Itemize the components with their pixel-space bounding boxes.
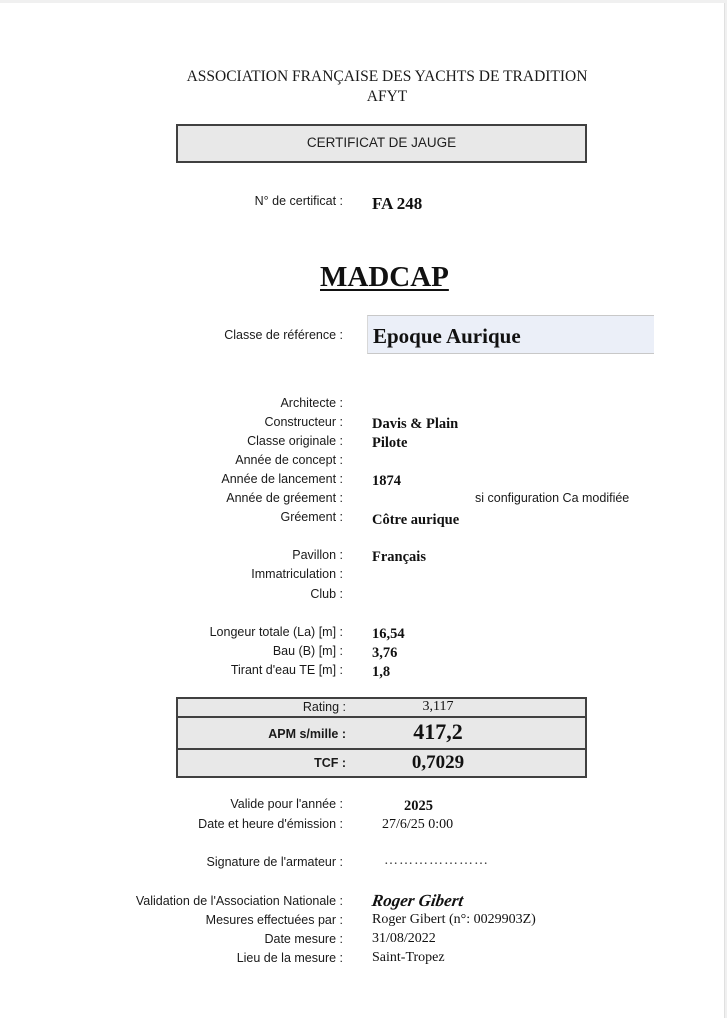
tcf-row [178,748,585,776]
length-value: 16,54 [372,626,405,642]
tcf-value: 0,7029 [411,752,465,773]
rating-table [176,697,587,778]
document-title: CERTIFICAT DE JAUGE [306,135,457,150]
rig-year-note: si configuration Ca modifiée [475,491,630,505]
draft-label: Tirant d'eau TE [m] : [230,663,343,677]
reference-class-box [367,315,654,354]
original-class-value: Pilote [372,435,408,451]
validation-label: Validation de l'Association Nationale : [135,894,343,908]
apm-row [178,716,585,748]
measured-by-label: Mesures effectuées par : [205,913,343,927]
rig-value: Côtre aurique [372,512,460,528]
issue-date-value: 27/6/25 0:00 [382,817,454,832]
rig-label: Gréement : [280,510,343,524]
valid-year-value: 2025 [404,798,433,814]
length-label: Longeur totale (La) [m] : [209,625,343,639]
apm-value: 417,2 [413,719,463,744]
validation-signature: Roger Gibert [370,891,465,910]
valid-year-label: Valide pour l'année : [230,797,343,811]
certificate-number: FA 248 [372,194,423,213]
certificate-number-label: N° de certificat : [254,194,343,208]
builder-value: Davis & Plain [372,416,459,432]
original-class-label: Classe originale : [247,434,343,448]
registration-number-label: Immatriculation : [251,567,343,581]
reference-class-value: Epoque Aurique [373,324,521,348]
reference-class-label: Classe de référence : [224,328,343,342]
flag-label: Pavillon : [292,548,343,562]
measure-date-label: Date mesure : [264,932,343,946]
draft-value: 1,8 [372,664,391,680]
launch-year-label: Année de lancement : [221,472,343,486]
club-label: Club : [310,587,343,601]
measure-place-value: Saint-Tropez [372,950,445,965]
beam-label: Bau (B) [m] : [272,644,343,658]
boat-name: MADCAP [320,261,449,293]
apm-label: APM s/mille : [268,727,346,741]
launch-year-value: 1874 [372,473,401,489]
tcf-label: TCF : [314,756,346,770]
builder-label: Constructeur : [264,415,343,429]
beam-value: 3,76 [372,645,398,661]
owner-signature-line: ………………… [384,853,489,868]
measure-date-value: 31/08/2022 [372,931,436,946]
flag-value: Français [372,549,426,565]
organization-name: ASSOCIATION FRANÇAISE DES YACHTS DE TRADITION [186,68,588,85]
rating-label: Rating : [302,700,346,714]
issue-date-label: Date et heure d'émission : [198,817,343,831]
architect-label: Architecte : [280,396,343,410]
owner-signature-label: Signature de l'armateur : [206,855,343,869]
rating-value: 3,117 [422,699,454,714]
organization-acronym: AFYT [366,88,408,105]
rating-row [178,699,585,716]
document-title-box [176,124,587,163]
certificate-page [0,3,725,1018]
design-year-label: Année de concept : [235,453,343,467]
measure-place-label: Lieu de la mesure : [236,951,343,965]
rig-year-label: Année de gréement : [226,491,343,505]
measured-by-value: Roger Gibert (n°: 0029903Z) [372,912,536,927]
